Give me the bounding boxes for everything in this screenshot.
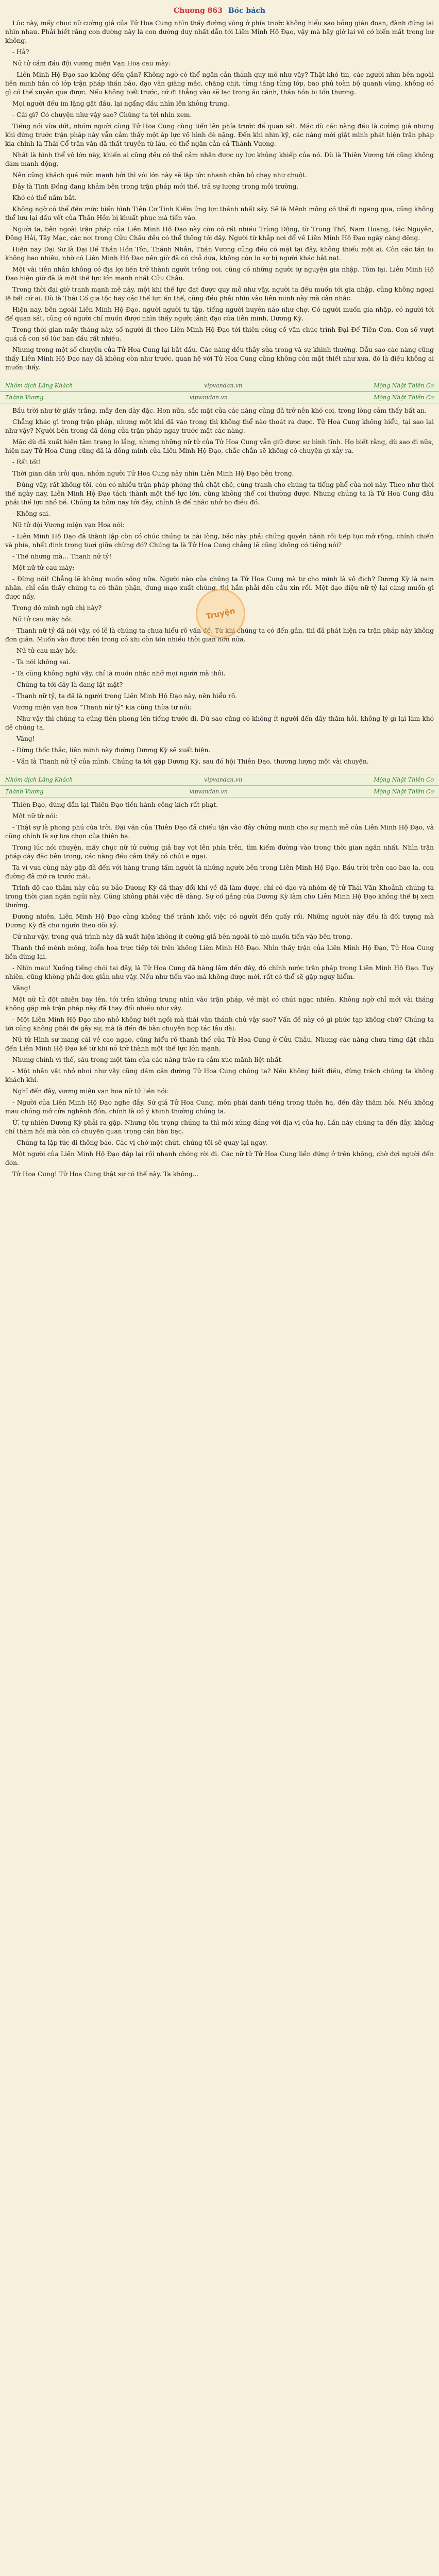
site-link[interactable]: vipvandan.vn — [189, 788, 228, 795]
paragraph: - Vâng! — [12, 735, 35, 742]
paragraph: - Không sai. — [12, 510, 50, 517]
paragraph: - Hả? — [12, 48, 29, 56]
paragraph: - Một nhân vật nhỏ nhoi như vậy cũng dám cản đường Tử Hoa Cung chúng ta? Nếu không biết điều, đừng trách chúng ta không khách khí. — [5, 1067, 434, 1083]
paragraph: Một vài tiên nhân không có địa lợi liền trở thành người trông coi, cũng có những người tự nguyện gia nhập. Tóm lại, Liên Minh Hộ Đạo hiện giờ đã là một thế lực lớn mạnh nhất Cửu Châu. — [5, 266, 434, 282]
paragraph: Vâng! — [12, 985, 31, 992]
site-link[interactable]: vipvandan.vn — [204, 382, 243, 389]
translator-group: Nhóm dịch Lãng Khách — [5, 382, 73, 389]
paragraph: Nữ tử đội Vương miện vạn Hoa nói: — [12, 521, 125, 529]
paragraph: Người ta, bên ngoài trận pháp của Liên Minh Hộ Đạo này còn có rất nhiều Trùng Động, từ Trung Thổ, Nam Hoang, Bắc Nguyên, Đông Hải, Tây Mạc, các nơi trong Cửu Châu đều có thể thông tới đây. Người từ khắp nơi đổ về Liên Minh Hộ Đạo ngày càng đông. — [5, 226, 434, 242]
paragraph: Vương miện vạn hoa "Thanh nữ tỷ" kia cũng thừa tư nói: — [12, 704, 192, 711]
paragraph: Nên cũng khách quá mức mạnh bởi thì vói lớn này sẽ lập tức nhanh chân bỏ chạy như chuột. — [12, 172, 307, 179]
paragraph: Nhưng trong một số chuyện của Tử Hoa Cung lại bắt đầu. Các nàng đều thầy sửa trong và sự khinh thường. Dẫu sao các nàng cũng thấy Liên Minh Hộ Đạo nay đã không còn như trước, quan hệ với Tử Hoa Cung cũng không còn mật thiết như xưa, đó là điều không ai muốn thấy. — [5, 346, 434, 371]
paragraph: - Người của Liên Minh Hộ Đạo nghe đây. Sứ giả Tử Hoa Cung, môn phái danh tiếng trong thiên hạ, đến đây thăm hỏi. Nếu không mau chóng mở cửa nghênh đón, chính là có ý khinh thường chúng ta. — [5, 1099, 434, 1115]
paragraph: - Đúng vậy, rất không tồi, còn có nhiều trận pháp phòng thủ chặt chẽ, cùng tranh cho chúng ta tiếng phổ của nơi này. Theo như thời thế ngày nay, Liên Minh Hộ Đạo tách thành một thế lực lớn, cũng không thể coi thường được. Nhưng chúng ta là Tử Hoa Cung đâu phải thế lực nhỏ bé. Chúng ta hôm nay tới đây, chính là để nhắc nhở họ điều đó. — [5, 481, 434, 506]
paragraph: - Ta cũng không nghĩ vậy, chỉ là muốn nhắc nhở mọi người mà thôi. — [12, 670, 226, 677]
paragraph: Chẳng khác gì trong trận pháp, nhưng một khi đã vào trong thì không thể nào thoát ra được. Tử Hoa Cung không hiểu, tại sao lại như vậy? Người bên trong đã đóng cửa trận pháp ngay trước mặt các nàng. — [5, 418, 434, 434]
page-footer — [0, 774, 439, 786]
paragraph: Không ngờ có thể đến mức biến hình Tiên Cơ Tinh Kiếm ứng lực thánh nhất sáy. Sẽ là Mênh mông có thể đi ngang qua, cũng không thể lưu lại dấu vết của Thần Hồn bị khuất phục mà tiến vào. — [5, 206, 434, 222]
paragraph: - Đừng nói! Chẳng lẽ không muốn sống nữa. Người nào của chúng ta Tử Hoa Cung mà tự cho mình là vô địch? Dương Kỳ là nam nhân, chỉ cần thấy chúng ta có thân phận, dung mạo xuất chúng, thì hắn phải đến cầu xin rồi. Một đạo diệu nữ tỷ lại càng muốn gì được nấy. — [5, 575, 434, 600]
paragraph: Thời gian dần trôi qua, nhóm người Tử Hoa Cung này nhìn Liên Minh Hộ Đạo bên trong. — [12, 470, 294, 477]
content-block-1 — [0, 0, 439, 380]
paragraph: - Thanh nữ tỷ, ta đã là người trong Liên Minh Hộ Đạo này, nên hiểu rõ. — [12, 692, 237, 700]
paragraph: Đương nhiên, Liên Minh Hộ Đạo cũng không thể tránh khỏi việc có người đến quấy rối. Những người này đều là đối tượng mà Dương Kỳ đã cho người theo dõi kỹ. — [5, 913, 434, 929]
page-header — [0, 786, 439, 798]
watermark-stamp: Truyện — [191, 584, 250, 643]
content-block-3 — [0, 798, 439, 1187]
chapter-text-section — [5, 19, 434, 372]
paragraph: - Vẫn là Thanh nữ tỷ của mình. Chúng ta tới gặp Dương Kỳ, sau đó hội Thiên Đạo, thương lượng một vài chuyện. — [12, 758, 369, 765]
paragraph: Mọi người đều im lặng gật đầu, lại ngẩng đầu nhìn lên không trung. — [12, 100, 229, 107]
paragraph: Nhưng chính vì thế, sáu trong một tâm của các nàng trào ra cảm xúc mãnh liệt nhất. — [12, 1056, 283, 1063]
paragraph: - Nhìn mau! Xuống tiếng chói tai đây, là Tử Hoa Cung đã hàng lâm đến đây, đó chính nước trận pháp trong Liên Minh Hộ Đạo. Tuy nhiên, cũng không phải đơn giản như vậy. Nếu như tiến vào mà không được mời, rất có thể sẽ gặp nguy hiểm. — [5, 964, 434, 980]
chapter-text-section — [5, 406, 434, 766]
paragraph: Tiếng nói vừa dứt, nhóm người cùng Tử Hoa Cung cùng tiến lên phía trước để quan sát. Mặc dù các nàng đều là cường giả nhưng khi đứng trước trận pháp này vẫn cảm thấy một áp lực vô hình đè nặng. Đến khi nhìn kỹ, các nàng mới giật mình phát hiện trận pháp kia chính là Thái Cổ trận văn đã thất truyền từ lâu, có thể ngăn cản cả Thánh Vương. — [5, 123, 434, 147]
paragraph: Nhất là hình thể vô lớn này, khiến ai cũng đều có thể cảm nhận được uy lực khủng khiếp của nó. Dù là Thiên Vương tới cũng không dám manh động. — [5, 151, 434, 167]
paragraph: Trình độ cao thâm này của sư bảo Dương Kỳ đã thay đổi khi về đã làm được, chí có đạo và nhóm đệ tử Thái Văn Khoảnh chúng ta trong thời gian ngắn ngủi này. Cũng không phải việc dễ dàng. Sự cố gắng của Dương Kỳ làm cho Liên Minh Hộ Đạo không thể bị xem thường. — [5, 884, 434, 909]
paragraph: Mặc dù đã xuất hiện tâm trạng lo lắng, nhưng những nữ tử của Tử Hoa Cung vẫn giữ được sự bình tĩnh. Họ biết rằng, dù sao đi nữa, hiện nay Tử Hoa Cung cũng đã là đồng minh của Liên Minh Hộ Đạo, chắc chắn sẽ không có chuyện gì xảy ra. — [5, 438, 434, 454]
chapter-page — [0, 0, 439, 1187]
paragraph: Nữ tử Hình sư mang cái vẻ cao ngạo, cũng hiểu rõ thanh thế của Tử Hoa Cung ở Cửu Châu. Nhưng các nàng chưa từng đặt chân đến Liên Minh Hộ Đạo kể từ khi nó trở thành một thế lực lớn mạnh. — [5, 1036, 434, 1052]
paragraph: Ừ, tự nhiên Dương Kỳ phải ra gặp. Nhưng tôn trọng chúng ta thì mới xứng đáng với địa vị của họ. Lần này chúng ta đến đây, không chỉ thăm hỏi mà còn có chuyện quan trọng cần bàn bạc. — [5, 1119, 434, 1135]
paragraph: Ta vì vua cùng này gặp đã đến với hàng trung tấm người là những người bên trong Liên Minh Hộ Đạo. Bầu trời trên cao bao la, con đường đã mở ra trước mắt. — [5, 864, 434, 880]
paragraph: Trong đó mình ngũ chị này? — [12, 604, 102, 612]
page-header — [0, 392, 439, 403]
paragraph: - Chúng ta tới đây là đang lật mặt? — [12, 681, 123, 688]
paragraph: - Đừng thốc thắc, liên minh này đường Dương Kỳ sẽ xuất hiện. — [12, 747, 211, 754]
paragraph: Một nữ tử cau mày: — [12, 564, 75, 571]
paragraph: - Một Liên Minh Hộ Đạo nho nhỏ không biết ngồi mà thái văn thánh chủ vậy sao? Vấn đề này có gì phức tạp không chứ? Chúng ta tới cũng không phải để gây sự, mà là đến để bàn chuyện hợp tác lâu dài. — [5, 1016, 434, 1032]
site-link[interactable]: vipvandan.vn — [204, 776, 243, 783]
paragraph: Cứ như vậy, trong quá trình này đã xuất hiện không ít cường giả bên ngoài tò mò muốn tiến vào bên trong. — [12, 933, 352, 940]
book-title: Thánh Vương — [5, 394, 44, 401]
paragraph: Một nữ tử nói: — [12, 812, 58, 820]
paragraph: Một người của Liên Minh Hộ Đạo đáp lại rồi nhanh chóng rời đi. Các nữ tử Tử Hoa Cung liền đứng ở trên không, chờ đợi người đến đón. — [5, 1150, 434, 1166]
content-block-2 — [0, 403, 439, 774]
chapter-title: Bóc bách — [228, 7, 266, 15]
paragraph: Thanh thế mênh mông, biển hoa trực tiếp tới trên không Liên Minh Hộ Đạo. Nhìn thấy trận của Liên Minh Hộ Đạo, Tử Hoa Cung liền dừng lại. — [5, 944, 434, 960]
paragraph: Trong lúc nói chuyện, mấy chục nữ tử cường giả bay vọt lên phía trên, tìm kiếm đường vào trong thời gian ngắn nhất. Nhìn trận pháp dày đặc bên trong, các nàng đều cảm thấy có chút e ngại. — [5, 844, 434, 860]
paragraph: Trong thời gian mấy tháng này, số người đi theo Liên Minh Hộ Đạo tới thiên công cố văn chúc trình Đại Đế Tiên Cơn. Con số vượt quá cả con số lúc ban đầu rất nhiều. — [5, 326, 434, 342]
paragraph: - Ta nói không sai. — [12, 658, 71, 666]
paragraph: Khó có thể nắm bắt. — [12, 194, 77, 201]
paragraph: Lúc này, mấy chục nữ cường giả của Tử Hoa Cung nhìn thấy đường vòng ở phía trước không hiểu sao bỗng gián đoạn, đành đứng lại nhìn nhau. Phải biết rằng con đường này là con đường duy nhất dẫn tới Liên Minh Hộ Đạo, vậy mà bây giờ lại vô cớ biến mất trong hư không. — [5, 20, 434, 44]
paragraph: - Rất tốt! — [12, 459, 41, 466]
author-name: Mộng Nhặt Thiên Cơ — [374, 788, 434, 795]
author-name: Mộng Nhặt Thiên Cơ — [374, 776, 434, 783]
paragraph: - Cái gì? Có chuyện như vậy sao? Chúng ta tới nhìn xem. — [12, 111, 192, 118]
book-title: Thánh Vương — [5, 788, 44, 795]
paragraph: - Chúng ta lập tức đi thông báo. Các vị chờ một chút, chúng tôi sẽ quay lại ngay. — [12, 1139, 267, 1146]
paragraph: Thiên Đạo, đúng đắn lại Thiên Đạo tiền hành công kích rất phạt. — [12, 801, 218, 808]
paragraph: Tử Hoa Cung! Tử Hoa Cung thật sự có thế này. Ta không... — [12, 1171, 199, 1178]
site-link[interactable]: vipvandan.vn — [189, 394, 228, 401]
paragraph: Nghĩ đến đây, vương miện vạn hoa nữ tử liền nói: — [12, 1088, 169, 1095]
chapter-number: Chương 863 — [173, 7, 223, 15]
author-name: Mộng Nhặt Thiên Cơ — [374, 394, 434, 401]
author-name: Mộng Nhặt Thiên Cơ — [374, 382, 434, 389]
page-footer — [0, 380, 439, 392]
paragraph: Bầu trời như tờ giấy trắng, mây đen dày đặc. Hơn nữa, sắc mặt của các nàng cũng đã trở nên khó coi, trong lòng cảm thấy bất an. — [12, 407, 427, 414]
paragraph: Hiện nay Đại Sư là Đại Đế Thần Hồn Tôn, Thánh Nhân, Thần Vương cũng đều có mặt tại đây, không thiếu một ai. Còn các tán tu không bao nhiêu, nhờ có Liên Minh Hộ Đạo nên giờ đã có chỗ dựa, không còn lo sợ bị người khác bắt nạt. — [5, 246, 434, 262]
paragraph: - Như vậy thì chúng ta cũng tiên phong lên tiếng trước đi. Dù sao cũng có không ít người đến đây thăm hỏi, không lý gì lại làm khó dễ chúng ta. — [5, 715, 434, 731]
paragraph: Hiện nay, bên ngoài Liên Minh Hộ Đạo, người người tụ tập, tiếng người huyên náo như chợ. Có người muốn gia nhập, có người tới để quan sát, cũng có người chỉ muốn được nhìn thấy người lãnh đạo của liên minh, Dương Kỳ. — [5, 306, 434, 322]
paragraph: - Thật sự là phong phú của trời. Đại văn của Thiên Đạo đã chiếu tận vào đây chứng minh cho sự mạnh mẽ của Liên Minh Hộ Đạo, và cũng chính là sự lựa chọn của thiên hạ. — [5, 824, 434, 840]
paragraph: Trong thời đại giờ tranh mạnh mẽ này, một khi thế lực đạt được quy mô như vậy, người ta đều muốn tới gia nhập, cũng không ngoại lệ bất cứ ai. Dù là Thái Cổ gia tộc hay các thế lực ẩn thế, cũng đều phải nhìn vào liên minh này mà cân nhắc. — [5, 286, 434, 302]
translator-group: Nhóm dịch Lãng Khách — [5, 776, 73, 783]
paragraph: Một nữ tử đột nhiên bay lên, tới trên không trung nhìn vào trận pháp, vẻ mặt có chút ngạc nhiên. Không ngờ chỉ mới vài tháng không gặp mà trận pháp này đã thay đổi nhiều như vậy. — [5, 996, 434, 1012]
chapter-text-section — [5, 801, 434, 1179]
paragraph: Nữ tử cầm đầu đội vương miện Vạn Hoa cau mày: — [12, 60, 171, 67]
paragraph: - Liên Minh Hộ Đạo đã thành lập còn có chúc chúng ta hài lòng, bác này phải chứng quyền hành rồi tiếp tục mở rộng, chính chiến và phía, nhất đinh trong tuơi giữa chừng đó? Chúng ta là Tử Hoa Cung chẳng lẽ cũng không có tiếng nói? — [5, 533, 434, 549]
chapter-header — [5, 5, 434, 15]
paragraph: Đây là Tinh Đồng đang khảm bên trong trận pháp mới thể, trả sự lượng trong môi trường. — [12, 183, 299, 190]
paragraph: Nữ tử cau mày hỏi: — [12, 616, 73, 623]
paragraph: - Thanh nữ tỷ đã nói vậy, có lẽ là chúng ta chưa hiểu rõ vấn đề. Từ khi chúng ta có đến gần, thì đã phát hiện ra trận pháp này không đơn giản. Muốn vào được bên trong có khi còn tốn nhiều thời gian hơn nữa. — [5, 627, 434, 643]
paragraph: - Nữ tử cau mày hỏi: — [12, 647, 77, 654]
paragraph: - Liên Minh Hộ Đạo sao không đến gần? Không ngờ có thể ngăn cản thánh quy mô như vậy? Thật khó tin, các người nhìn bên ngoài liên minh hắn có lớp trận pháp thần bảo, đạo văn giăng mắc, chằng chịt, từng tầng từng lớp, bao phủ toàn bộ quanh vùng, không có gì có thể xuyên qua được. Nếu không biết trước, cứ đi thẳng vào sẽ lạc trong ảo cảnh, thần hồn bị tổn thương. — [5, 71, 434, 96]
paragraph: - Thế nhưng mà… Thanh nữ tỷ! — [12, 553, 112, 560]
